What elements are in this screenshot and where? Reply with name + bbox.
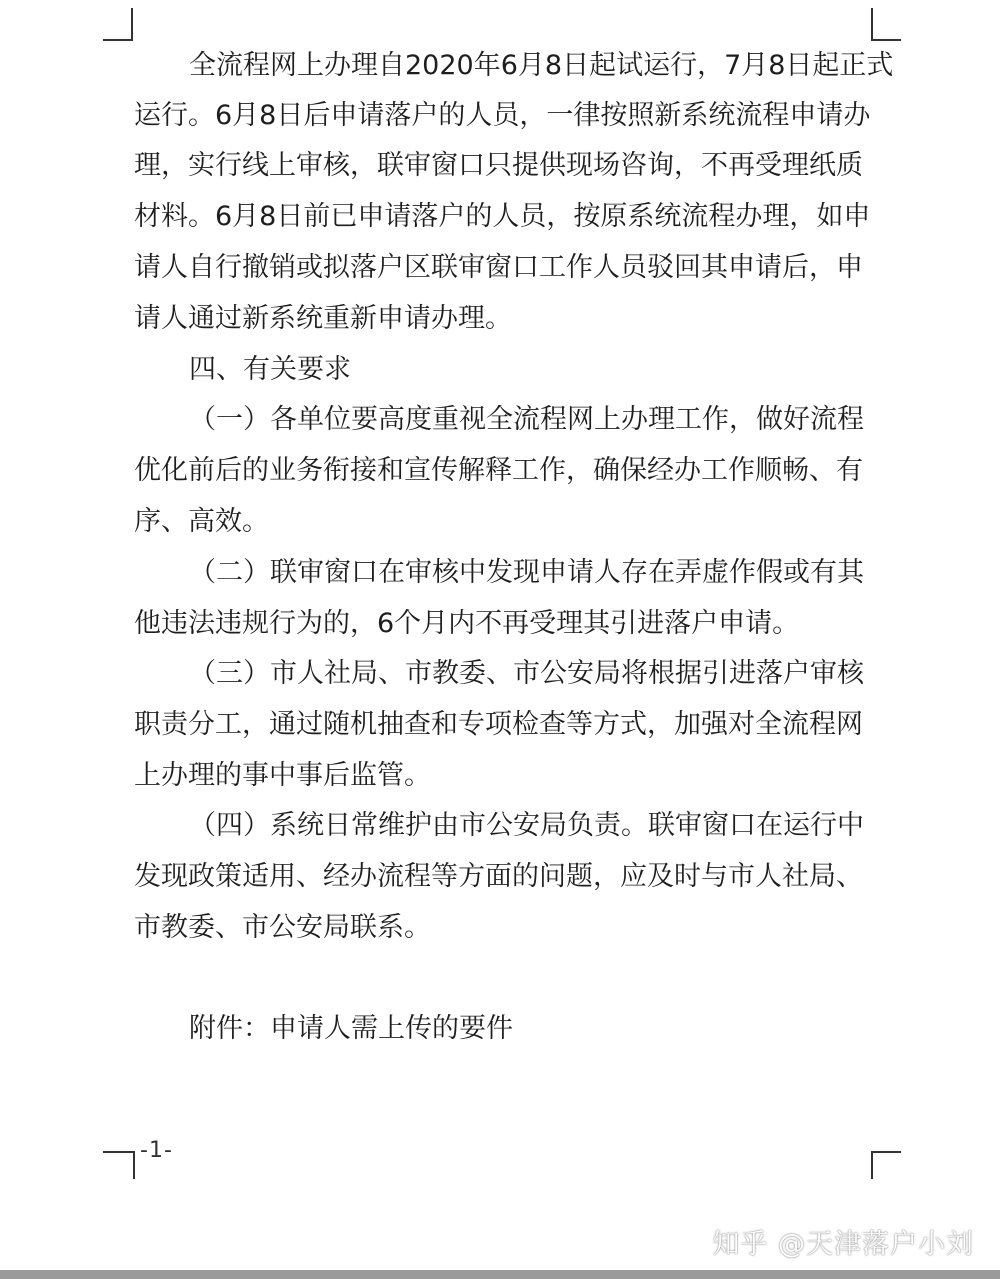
text-line: 请人通过新系统重新申请办理。 bbox=[134, 303, 512, 334]
text-line: 市教委、市公安局联系。 bbox=[134, 912, 431, 943]
text-line: 材料。6月8日前已申请落户的人员，按原系统流程办理，如申 bbox=[134, 201, 871, 232]
text-line: 全流程网上办理自2020年6月8日起试运行，7月8日起正式 bbox=[189, 50, 894, 81]
text-line: （四）系统日常维护由市公安局负责。联审窗口在运行中 bbox=[189, 810, 864, 841]
crop-mark-bottom-left bbox=[103, 1151, 135, 1153]
text-line: （一）各单位要高度重视全流程网上办理工作，做好流程 bbox=[189, 404, 864, 435]
text-line: （三）市人社局、市教委、市公安局将根据引进落户审核 bbox=[189, 658, 864, 689]
watermark: 知乎 @天津落户小刘 bbox=[712, 1229, 974, 1260]
text-line: 职责分工，通过随机抽查和专项检查等方式，加强对全流程网 bbox=[134, 709, 863, 740]
bottom-bar bbox=[0, 1270, 1000, 1279]
attachment-line: 附件：申请人需上传的要件 bbox=[189, 1013, 513, 1044]
crop-mark-top-right bbox=[871, 8, 873, 41]
text-line: 他违法违规行为的，6个月内不再受理其引进落户申请。 bbox=[134, 608, 800, 639]
text-line: 请人自行撤销或拟落户区联审窗口工作人员驳回其申请后，申 bbox=[134, 252, 863, 283]
crop-mark-bottom-right bbox=[871, 1151, 873, 1179]
text-line: 运行。6月8日后申请落户的人员，一律按照新系统流程申请办 bbox=[134, 100, 871, 131]
text-line: （二）联审窗口在审核中发现申请人存在弄虚作假或有其 bbox=[189, 557, 864, 588]
crop-mark-bottom-left bbox=[133, 1151, 135, 1179]
section-heading: 四、有关要求 bbox=[189, 354, 351, 385]
text-line: 序、高效。 bbox=[134, 506, 269, 537]
crop-mark-top-left bbox=[103, 39, 133, 41]
page-number: -1- bbox=[140, 1138, 173, 1163]
crop-mark-bottom-right bbox=[871, 1151, 901, 1153]
crop-mark-top-left bbox=[131, 8, 133, 41]
text-line: 上办理的事中事后监管。 bbox=[134, 760, 431, 791]
crop-mark-top-right bbox=[871, 39, 901, 41]
text-line: 发现政策适用、经办流程等方面的问题，应及时与市人社局、 bbox=[134, 861, 863, 892]
text-line: 理，实行线上审核，联审窗口只提供现场咨询，不再受理纸质 bbox=[134, 150, 863, 181]
text-line: 优化前后的业务衔接和宣传解释工作，确保经办工作顺畅、有 bbox=[134, 455, 863, 486]
page-number-value: 1 bbox=[148, 1138, 164, 1163]
